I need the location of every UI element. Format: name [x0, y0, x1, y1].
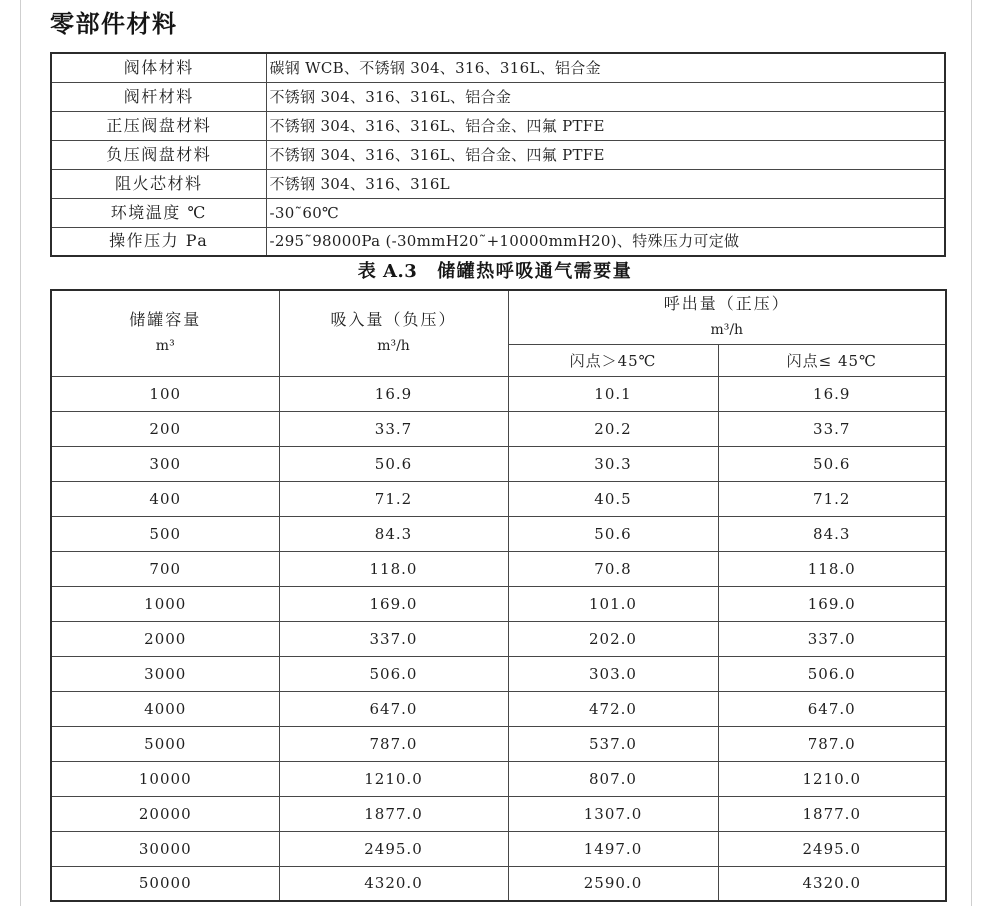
exhaust-above-cell: 1497.0 — [508, 831, 718, 866]
flash-below-header: 闪点≤ 45℃ — [718, 344, 946, 376]
materials-row — [51, 227, 945, 256]
exhaust-below-cell: 33.7 — [718, 411, 946, 446]
intake-cell: 1877.0 — [279, 796, 508, 831]
exhaust-below-cell: 4320.0 — [718, 866, 946, 901]
exhaust-below-cell: 118.0 — [718, 551, 946, 586]
exhaust-above-cell: 10.1 — [508, 376, 718, 411]
material-label: 阻火芯材料 — [51, 169, 266, 198]
materials-row — [51, 111, 945, 140]
table-row — [51, 691, 946, 726]
exhaust-above-cell: 101.0 — [508, 586, 718, 621]
materials-row — [51, 82, 945, 111]
capacity-cell: 300 — [51, 446, 279, 481]
capacity-cell: 400 — [51, 481, 279, 516]
intake-cell: 50.6 — [279, 446, 508, 481]
intake-header-unit: m³/h — [377, 338, 410, 355]
intake-cell: 118.0 — [279, 551, 508, 586]
intake-cell: 506.0 — [279, 656, 508, 691]
intake-cell: 1210.0 — [279, 761, 508, 796]
exhaust-below-cell: 1877.0 — [718, 796, 946, 831]
exhaust-above-cell: 2590.0 — [508, 866, 718, 901]
table-row — [51, 376, 946, 411]
table-row — [51, 516, 946, 551]
table-row — [51, 831, 946, 866]
capacity-cell: 30000 — [51, 831, 279, 866]
exhaust-below-cell: 506.0 — [718, 656, 946, 691]
table-row — [51, 481, 946, 516]
capacity-cell: 20000 — [51, 796, 279, 831]
intake-cell: 647.0 — [279, 691, 508, 726]
table-row — [51, 656, 946, 691]
exhaust-below-cell: 16.9 — [718, 376, 946, 411]
exhaust-above-cell: 807.0 — [508, 761, 718, 796]
table-row — [51, 621, 946, 656]
intake-cell: 4320.0 — [279, 866, 508, 901]
exhaust-below-cell: 787.0 — [718, 726, 946, 761]
exhaust-header-label: 呼出量（正压） — [663, 294, 790, 314]
material-value: 不锈钢 304、316、316L、铝合金、四氟 PTFE — [266, 140, 945, 169]
intake-cell: 84.3 — [279, 516, 508, 551]
exhaust-above-cell: 70.8 — [508, 551, 718, 586]
intake-cell: 33.7 — [279, 411, 508, 446]
capacity-cell: 50000 — [51, 866, 279, 901]
intake-cell: 16.9 — [279, 376, 508, 411]
header-row-top — [51, 290, 946, 344]
exhaust-header — [508, 290, 946, 344]
exhaust-above-cell: 50.6 — [508, 516, 718, 551]
exhaust-header-unit: m³/h — [710, 322, 744, 339]
capacity-cell: 10000 — [51, 761, 279, 796]
table-row — [51, 446, 946, 481]
table-row — [51, 796, 946, 831]
capacity-header-label: 储罐容量 — [129, 310, 202, 330]
materials-table-body — [51, 53, 945, 256]
exhaust-below-cell: 169.0 — [718, 586, 946, 621]
material-value: 不锈钢 304、316、316L、铝合金、四氟 PTFE — [266, 111, 945, 140]
caption-number: 表 A.3 — [357, 261, 418, 282]
intake-cell: 787.0 — [279, 726, 508, 761]
vent-table-header — [51, 290, 946, 376]
materials-row — [51, 198, 945, 227]
material-value: 不锈钢 304、316、316L、铝合金 — [266, 82, 945, 111]
exhaust-above-cell: 20.2 — [508, 411, 718, 446]
capacity-cell: 5000 — [51, 726, 279, 761]
exhaust-below-cell: 71.2 — [718, 481, 946, 516]
vent-requirement-table — [50, 289, 947, 902]
exhaust-above-cell: 537.0 — [508, 726, 718, 761]
intake-header — [279, 290, 508, 376]
page-left-edge — [20, 0, 21, 906]
capacity-cell: 4000 — [51, 691, 279, 726]
exhaust-above-cell: 303.0 — [508, 656, 718, 691]
exhaust-above-cell: 202.0 — [508, 621, 718, 656]
intake-header-label: 吸入量（负压） — [330, 310, 457, 330]
table-row — [51, 586, 946, 621]
intake-cell: 2495.0 — [279, 831, 508, 866]
table-caption — [0, 260, 990, 284]
table-row — [51, 411, 946, 446]
capacity-header — [51, 290, 279, 376]
exhaust-below-cell: 50.6 — [718, 446, 946, 481]
exhaust-above-cell: 40.5 — [508, 481, 718, 516]
table-row — [51, 726, 946, 761]
exhaust-below-cell: 337.0 — [718, 621, 946, 656]
material-label: 阀体材料 — [51, 53, 266, 82]
capacity-cell: 100 — [51, 376, 279, 411]
material-value: 不锈钢 304、316、316L — [266, 169, 945, 198]
caption-title: 储罐热呼吸通气需要量 — [437, 261, 633, 282]
exhaust-below-cell: 84.3 — [718, 516, 946, 551]
page-right-edge — [971, 0, 972, 906]
material-value: 碳钢 WCB、不锈钢 304、316、316L、铝合金 — [266, 53, 945, 82]
material-value: -295˜98000Pa (-30mmH20˜+10000mmH20)、特殊压力可定做 — [266, 227, 945, 256]
materials-row — [51, 140, 945, 169]
capacity-cell: 500 — [51, 516, 279, 551]
intake-cell: 337.0 — [279, 621, 508, 656]
material-label: 负压阀盘材料 — [51, 140, 266, 169]
capacity-cell: 3000 — [51, 656, 279, 691]
vent-table-body — [51, 376, 946, 901]
table-row — [51, 551, 946, 586]
material-label: 正压阀盘材料 — [51, 111, 266, 140]
materials-row — [51, 169, 945, 198]
capacity-cell: 200 — [51, 411, 279, 446]
capacity-cell: 1000 — [51, 586, 279, 621]
table-row — [51, 866, 946, 901]
exhaust-below-cell: 1210.0 — [718, 761, 946, 796]
intake-cell: 71.2 — [279, 481, 508, 516]
materials-row — [51, 53, 945, 82]
exhaust-above-cell: 30.3 — [508, 446, 718, 481]
capacity-cell: 700 — [51, 551, 279, 586]
material-label: 操作压力 Pa — [51, 227, 266, 256]
capacity-header-unit: m³ — [155, 338, 175, 355]
exhaust-below-cell: 647.0 — [718, 691, 946, 726]
exhaust-above-cell: 472.0 — [508, 691, 718, 726]
capacity-cell: 2000 — [51, 621, 279, 656]
table-row — [51, 761, 946, 796]
intake-cell: 169.0 — [279, 586, 508, 621]
materials-table — [50, 52, 946, 257]
flash-above-header: 闪点＞45℃ — [508, 344, 718, 376]
section-title: 零部件材料 — [50, 9, 178, 38]
material-value: -30˜60℃ — [266, 198, 945, 227]
material-label: 环境温度 ℃ — [51, 198, 266, 227]
exhaust-above-cell: 1307.0 — [508, 796, 718, 831]
material-label: 阀杆材料 — [51, 82, 266, 111]
exhaust-below-cell: 2495.0 — [718, 831, 946, 866]
